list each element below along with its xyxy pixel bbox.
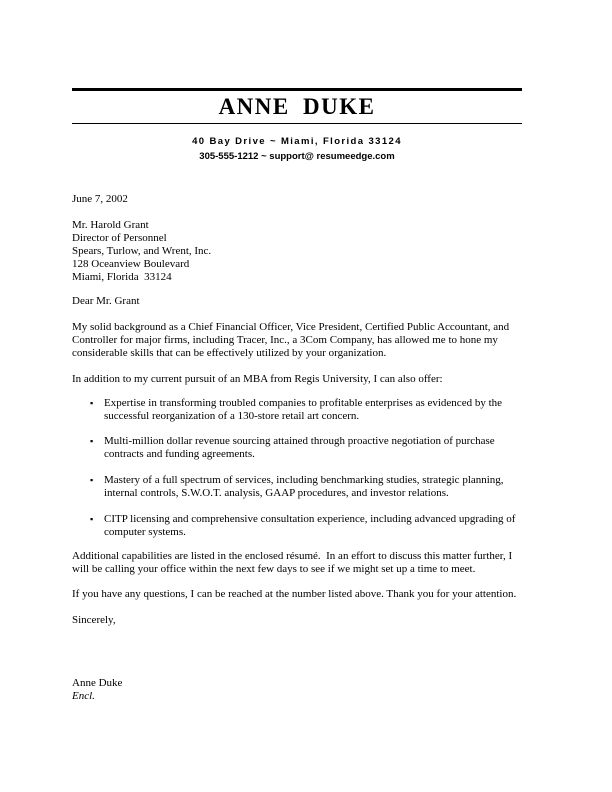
closing: Sincerely, (72, 614, 116, 626)
paragraph-additional: Additional capabilities are listed in the enclosed résumé. In an effort to discuss this matter further, I will be calling your office within the next few days to see if we might set up a time to meet. (72, 550, 515, 575)
header-top-rule (72, 88, 522, 91)
bullet-marker: ▪ (90, 514, 94, 524)
header-bottom-rule (72, 123, 522, 124)
paragraph-background: My solid background as a Chief Financial Officer, Vice President, Certified Public Accountant, and Controller for major firms, including Tracer, Inc., a 3Com Company, has allowed me to hone my considerable skills that can be effectively utilized by your organization. (72, 321, 510, 359)
paragraph-offer-intro: In addition to my current pursuit of an MBA from Regis University, I can also offer: (72, 373, 443, 385)
salutation: Dear Mr. Grant (72, 295, 140, 307)
bullet-item: CITP licensing and comprehensive consultation experience, including advanced upgrading of computer systems. (104, 513, 516, 538)
address-line: 40 Bay Drive ~ Miami, Florida 33124 (192, 136, 402, 147)
contact-line: 305-555-1212 ~ support@ resumeedge.com (199, 151, 395, 162)
bullet-marker: ▪ (90, 398, 94, 408)
paragraph-questions: If you have any questions, I can be reached at the number listed above. Thank you for your attention. (72, 588, 517, 600)
enclosure-note: Encl. (72, 690, 95, 702)
bullet-marker: ▪ (90, 475, 94, 485)
bullet-item: Multi-million dollar revenue sourcing attained through proactive negotiation of purchase contracts and funding agreements. (104, 435, 495, 460)
recipient-company: Spears, Turlow, and Wrent, Inc. (72, 245, 212, 257)
signature-name: Anne Duke (72, 677, 123, 689)
bullet-item: Expertise in transforming troubled companies to profitable enterprises as evidenced by the successful reorganization of a 130-store retail art concern. (104, 397, 503, 422)
recipient-title: Director of Personnel (72, 232, 167, 244)
letter-date: June 7, 2002 (72, 193, 128, 205)
bullet-item: Mastery of a full spectrum of services, including benchmarking studies, strategic planning, internal controls, S.W.O.T. analysis, GAAP procedures, and investor relations. (104, 474, 504, 499)
applicant-name: ANNE DUKE (218, 94, 376, 119)
recipient-city: Miami, Florida 33124 (72, 271, 172, 283)
bullet-marker: ▪ (90, 436, 94, 446)
recipient-name: Mr. Harold Grant (72, 219, 149, 231)
recipient-street: 128 Oceanview Boulevard (72, 258, 190, 270)
